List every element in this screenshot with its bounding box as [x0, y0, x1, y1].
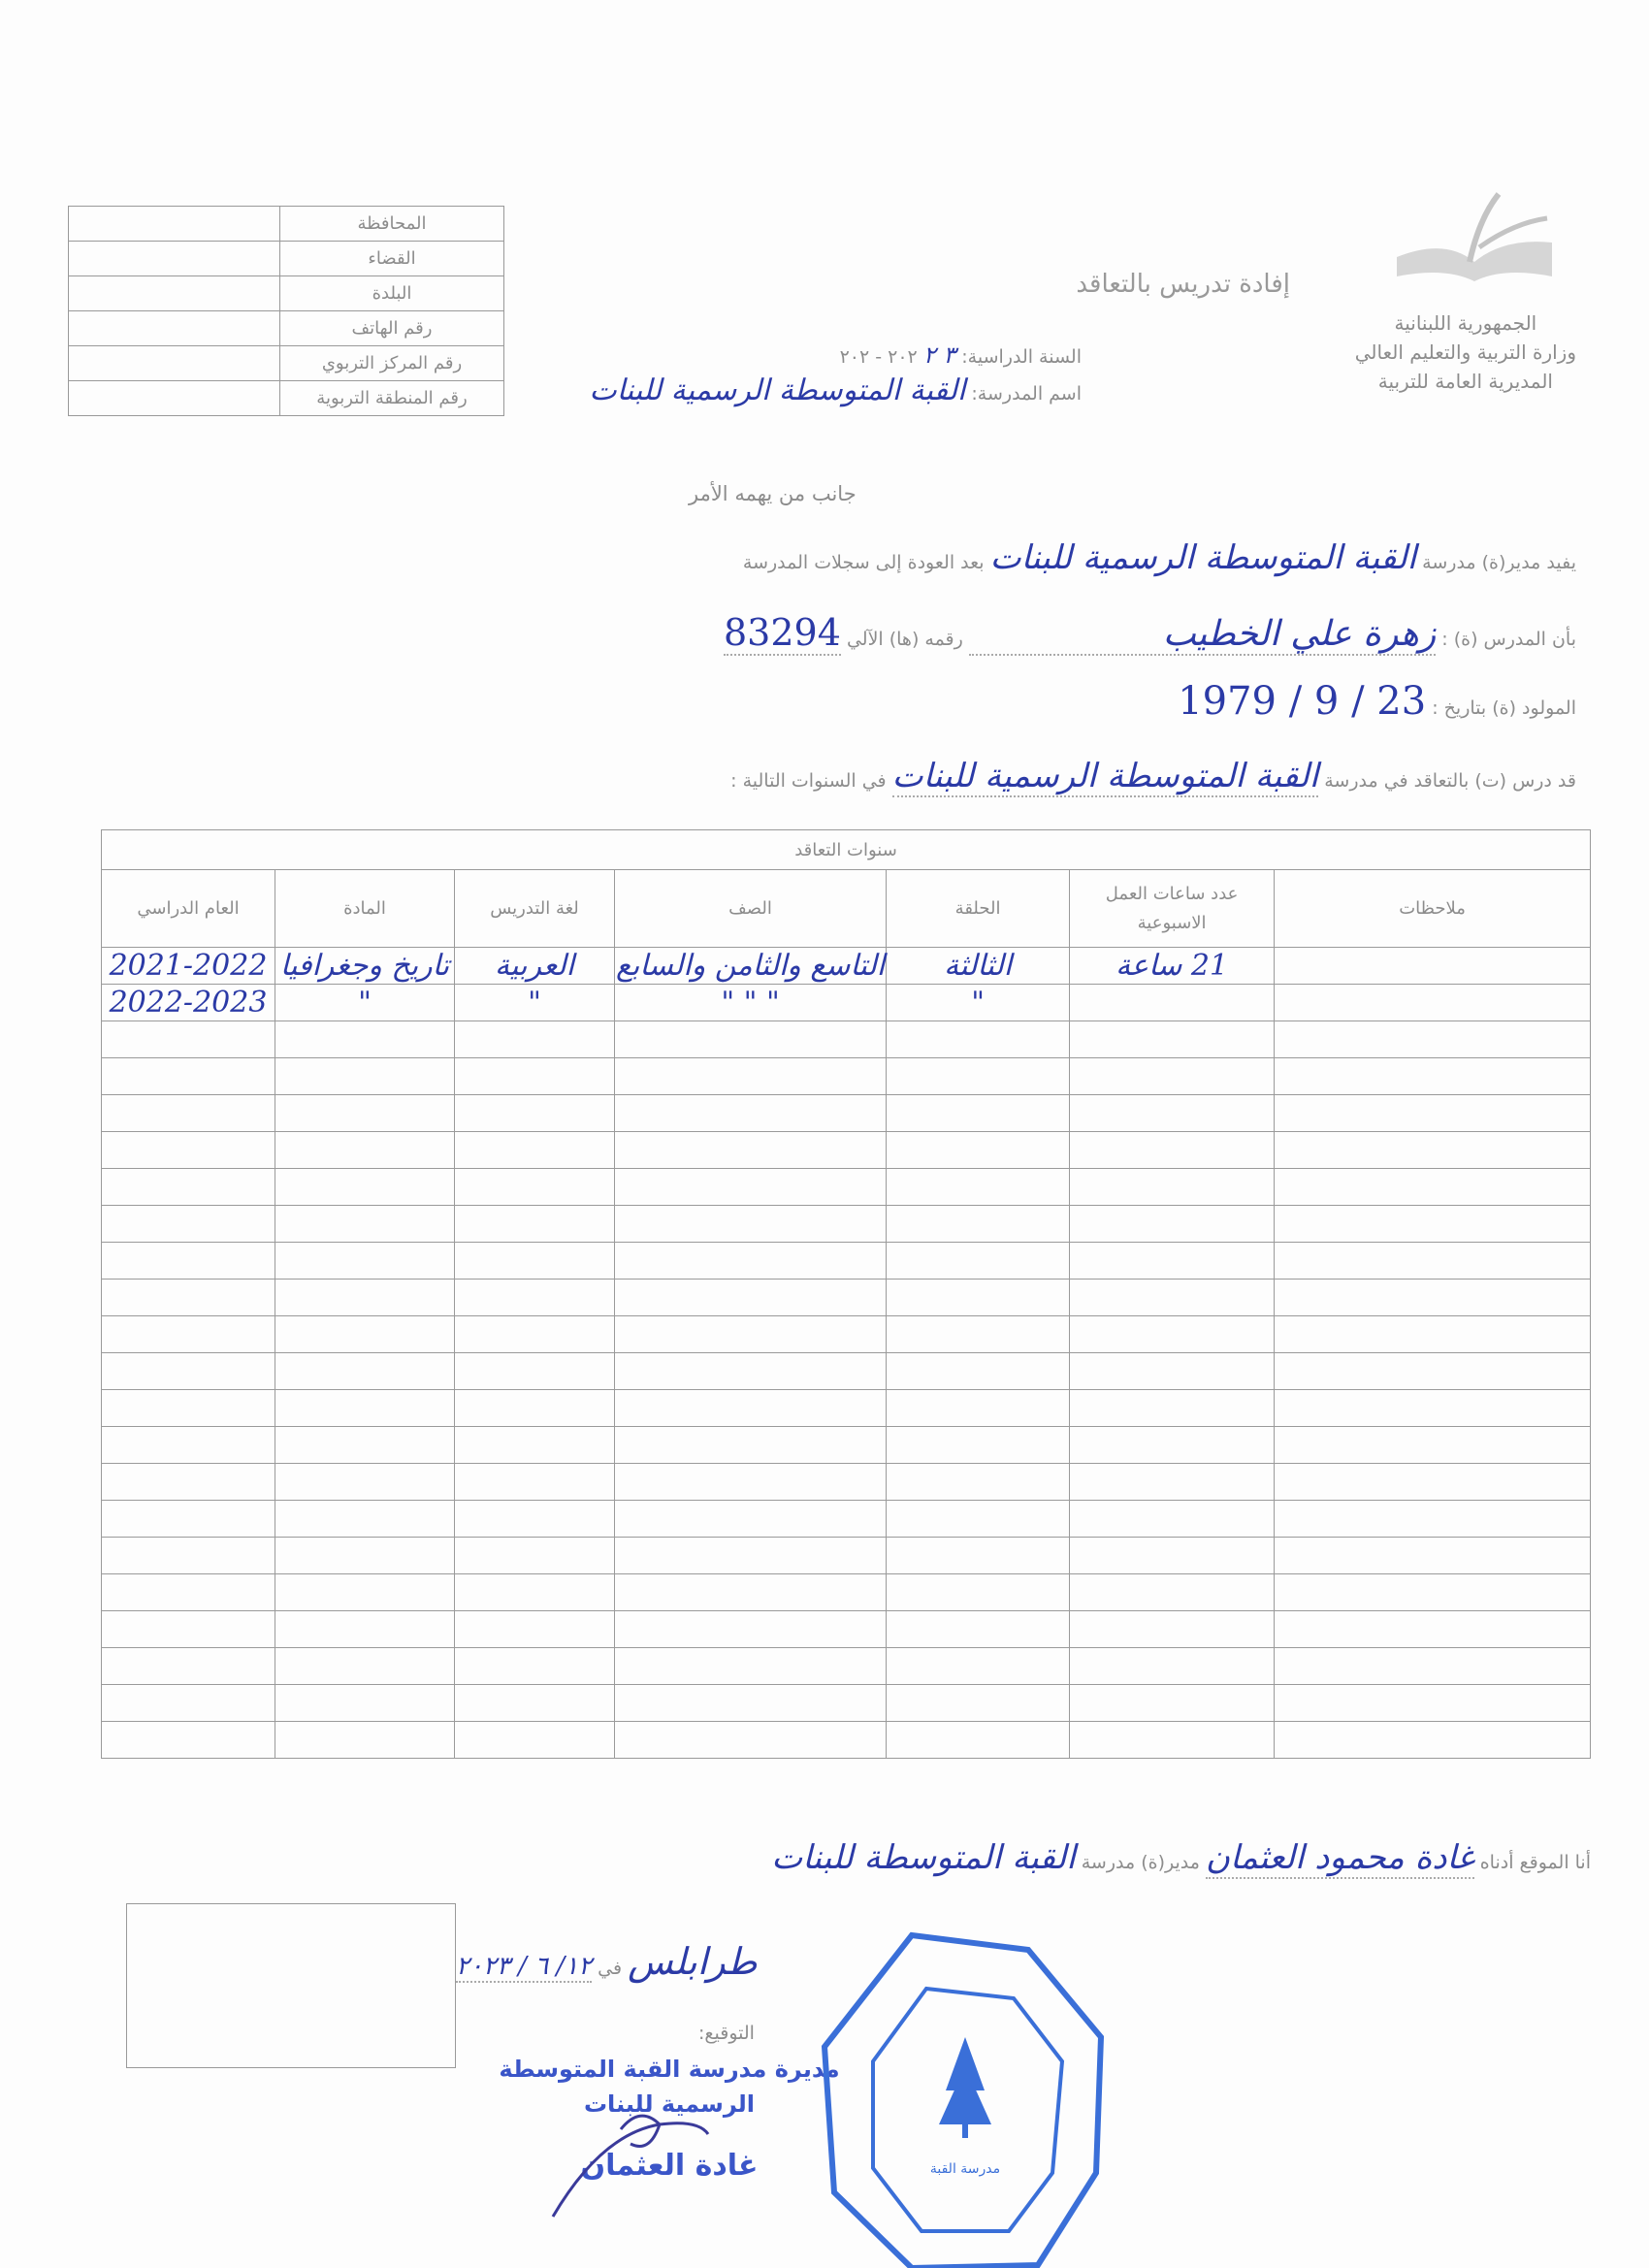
table-row	[102, 1648, 1591, 1685]
table-cell	[887, 1058, 1070, 1095]
table-cell	[1275, 1169, 1591, 1206]
table-cell	[887, 1464, 1070, 1501]
table-cell	[1070, 1353, 1275, 1390]
table-cell	[887, 1243, 1070, 1280]
info-row: المحافظة	[69, 207, 504, 242]
table-cell	[455, 1316, 615, 1353]
table-cell	[615, 1427, 887, 1464]
info-row: رقم المركز التربوي	[69, 346, 504, 381]
table-cell	[275, 1132, 455, 1169]
teacher-number: 83294	[724, 611, 841, 654]
table-cell	[455, 1501, 615, 1538]
table-cell	[1275, 1095, 1591, 1132]
table-cell	[275, 1648, 455, 1685]
table-cell	[102, 1611, 275, 1648]
table-cell	[1070, 1501, 1275, 1538]
table-cell	[615, 1464, 887, 1501]
table-cell	[1275, 985, 1591, 1021]
table-cell	[275, 1685, 455, 1722]
date: ١٢/ ٦ / ٢٠٢٣	[456, 1952, 593, 1981]
table-row	[102, 1206, 1591, 1243]
column-header: ملاحظات	[1275, 870, 1591, 948]
table-cell	[615, 1611, 887, 1648]
table-cell	[102, 1243, 275, 1280]
table-cell	[887, 1611, 1070, 1648]
table-cell	[102, 1390, 275, 1427]
table-cell	[1070, 1427, 1275, 1464]
signature-scribble-icon	[543, 2095, 718, 2221]
table-cell	[887, 1390, 1070, 1427]
table-cell	[887, 1501, 1070, 1538]
table-cell	[615, 1243, 887, 1280]
table-cell	[455, 1464, 615, 1501]
table-cell	[275, 1538, 455, 1574]
table-cell	[1070, 1390, 1275, 1427]
table-row	[102, 1021, 1591, 1058]
table-cell	[102, 1538, 275, 1574]
table-row	[102, 1058, 1591, 1095]
table-cell	[1275, 1316, 1591, 1353]
table-cell: الثالثة	[887, 948, 1070, 985]
table-cell	[1275, 1390, 1591, 1427]
table-cell	[1070, 1722, 1275, 1759]
table-cell	[455, 1722, 615, 1759]
table-cell	[887, 1095, 1070, 1132]
table-cell	[455, 1611, 615, 1648]
table-cell	[887, 1574, 1070, 1611]
table-cell	[1070, 1538, 1275, 1574]
school-year-label: السنة الدراسية:	[961, 346, 1082, 368]
table-row	[102, 1353, 1591, 1390]
table-cell	[275, 1316, 455, 1353]
director-school: القبة المتوسطة للبنات	[771, 1838, 1076, 1877]
location-info-table	[68, 206, 504, 416]
table-cell	[1275, 948, 1591, 985]
table-cell	[887, 1538, 1070, 1574]
table-cell	[455, 1058, 615, 1095]
signature-label: التوقيع:	[698, 2023, 755, 2044]
table-cell	[275, 1353, 455, 1390]
table-cell	[1070, 1316, 1275, 1353]
table-cell	[102, 1427, 275, 1464]
table-cell	[1070, 1169, 1275, 1206]
table-cell	[615, 1685, 887, 1722]
table-cell	[102, 1169, 275, 1206]
table-cell: 2021-2022	[102, 948, 275, 985]
table-title-row	[102, 830, 1591, 870]
table-row	[102, 1722, 1591, 1759]
table-cell	[615, 1390, 887, 1427]
school-year-handwritten: ٣ ٢	[922, 341, 956, 369]
table-cell	[1070, 1243, 1275, 1280]
table-cell	[615, 1280, 887, 1316]
table-cell	[1070, 1058, 1275, 1095]
table-cell	[455, 1095, 615, 1132]
table-cell	[615, 1021, 887, 1058]
table-cell	[455, 1169, 615, 1206]
school-name-label: اسم المدرسة:	[971, 383, 1082, 405]
table-cell	[615, 1648, 887, 1685]
directorate-label: المديرية العامة للتربية	[1377, 370, 1553, 393]
table-cell	[455, 1685, 615, 1722]
republic-label: الجمهورية اللبنانية	[1394, 311, 1537, 335]
table-cell	[615, 1058, 887, 1095]
table-cell	[102, 1685, 275, 1722]
school-name-handwritten: القبة المتوسطة الرسمية للبنات	[989, 538, 1417, 577]
table-cell	[455, 1353, 615, 1390]
table-cell	[1275, 1206, 1591, 1243]
table-cell	[102, 1574, 275, 1611]
body-line-1: يفيد مدير(ة) مدرسة القبة المتوسطة الرسمية للبنات بعد العودة إلى سجلات المدرسة	[742, 538, 1576, 577]
table-cell	[102, 1280, 275, 1316]
table-cell	[1070, 1021, 1275, 1058]
table-cell: "	[887, 985, 1070, 1021]
table-cell: العربية	[455, 948, 615, 985]
table-cell	[1275, 1427, 1591, 1464]
info-row: رقم الهاتف	[69, 311, 504, 346]
table-cell	[102, 1095, 275, 1132]
table-cell	[455, 1427, 615, 1464]
column-header: الحلقة	[887, 870, 1070, 948]
contract-school-name: القبة المتوسطة الرسمية للبنات	[891, 757, 1319, 795]
table-cell	[102, 1316, 275, 1353]
table-cell: 2022-2023	[102, 985, 275, 1021]
table-cell	[455, 1206, 615, 1243]
table-cell: 21 ساعة	[1070, 948, 1275, 985]
table-cell	[275, 1206, 455, 1243]
school-name-value: القبة المتوسطة الرسمية للبنات	[589, 373, 966, 407]
table-cell	[1070, 985, 1275, 1021]
table-cell	[615, 1538, 887, 1574]
table-row	[102, 1427, 1591, 1464]
table-cell	[1275, 1574, 1591, 1611]
table-cell	[275, 1390, 455, 1427]
table-cell	[887, 1132, 1070, 1169]
table-cell	[1070, 1095, 1275, 1132]
table-row	[102, 1464, 1591, 1501]
table-cell	[275, 1611, 455, 1648]
table-cell	[887, 1169, 1070, 1206]
principal-stamp: مديرة مدرسة القبة المتوسطة الرسمية للبنات غادة العثمان	[499, 2056, 840, 2183]
official-seal-icon	[805, 1930, 1116, 2268]
table-cell	[275, 1501, 455, 1538]
table-cell	[455, 1021, 615, 1058]
director-name: غادة محمود العثمان	[1205, 1838, 1474, 1877]
salutation: جانب من يهمه الأمر	[689, 482, 857, 505]
table-cell	[1275, 1353, 1591, 1390]
table-row	[102, 1280, 1591, 1316]
table-cell	[615, 1501, 887, 1538]
table-cell	[275, 1095, 455, 1132]
table-cell	[455, 1243, 615, 1280]
body-line-2: بأن المدرس (ة) : زهرة علي الخطيب رقمه (ها) الآلي 83294	[724, 611, 1576, 654]
table-cell	[1275, 1058, 1591, 1095]
table-row	[102, 1685, 1591, 1722]
table-cell	[102, 1722, 275, 1759]
table-cell	[1070, 1685, 1275, 1722]
table-cell	[102, 1021, 275, 1058]
table-cell	[1070, 1206, 1275, 1243]
table-title: سنوات التعاقد	[102, 830, 1591, 870]
table-cell	[615, 1722, 887, 1759]
table-cell	[275, 1243, 455, 1280]
column-header: عدد ساعات العمل الاسبوعية	[1070, 870, 1275, 948]
table-row	[102, 1132, 1591, 1169]
table-cell	[1275, 1280, 1591, 1316]
table-cell	[102, 1353, 275, 1390]
table-cell	[615, 1206, 887, 1243]
table-row	[102, 985, 1591, 1021]
svg-text:مدرسة القبة: مدرسة القبة	[929, 2161, 1001, 2177]
table-cell	[455, 1538, 615, 1574]
table-cell	[887, 1206, 1070, 1243]
contract-years-table	[101, 829, 1591, 1759]
column-header: المادة	[275, 870, 455, 948]
table-cell	[887, 1427, 1070, 1464]
table-cell	[615, 1095, 887, 1132]
ministry-logo-icon	[1387, 189, 1562, 286]
school-name-line	[590, 373, 1082, 407]
table-cell	[275, 1169, 455, 1206]
school-year-line	[840, 341, 1082, 369]
teacher-name: زهرة علي الخطيب	[969, 614, 1436, 656]
table-cell: "	[275, 985, 455, 1021]
table-row	[102, 1095, 1591, 1132]
table-cell	[887, 1021, 1070, 1058]
table-cell: التاسع والثامن والسابع	[616, 949, 886, 983]
table-cell	[1275, 1538, 1591, 1574]
table-row	[102, 1169, 1591, 1206]
table-cell	[1070, 1574, 1275, 1611]
table-cell	[1275, 1501, 1591, 1538]
info-row: رقم المنطقة التربوية	[69, 381, 504, 416]
table-cell: تاريخ وجغرافيا	[275, 948, 455, 985]
table-cell	[887, 1685, 1070, 1722]
table-cell	[1275, 1464, 1591, 1501]
table-cell	[275, 1464, 455, 1501]
info-row: القضاء	[69, 242, 504, 276]
table-cell	[1070, 1132, 1275, 1169]
document-title: إفادة تدريس بالتعاقد	[1076, 270, 1290, 299]
table-cell	[887, 1648, 1070, 1685]
table-cell	[615, 1316, 887, 1353]
table-cell	[1275, 1685, 1591, 1722]
table-cell	[1070, 1611, 1275, 1648]
info-row: البلدة	[69, 276, 504, 311]
table-cell	[102, 1501, 275, 1538]
table-cell	[1275, 1132, 1591, 1169]
table-row	[102, 1316, 1591, 1353]
table-cell	[102, 1464, 275, 1501]
table-cell	[1070, 1280, 1275, 1316]
table-cell	[455, 1280, 615, 1316]
table-cell	[887, 1280, 1070, 1316]
table-header-row	[102, 870, 1591, 948]
table-cell	[1070, 1648, 1275, 1685]
table-cell	[455, 1648, 615, 1685]
table-cell	[275, 1722, 455, 1759]
column-header: الصف	[615, 870, 887, 948]
table-cell	[1275, 1021, 1591, 1058]
table-cell	[1275, 1243, 1591, 1280]
table-row	[102, 1390, 1591, 1427]
table-cell	[1275, 1611, 1591, 1648]
table-cell	[1275, 1648, 1591, 1685]
table-cell	[102, 1206, 275, 1243]
body-line-3: المولود (ة) بتاريخ : 23 / 9 / 1979	[1178, 679, 1576, 724]
table-cell	[275, 1574, 455, 1611]
table-row	[102, 1501, 1591, 1538]
table-row	[102, 1538, 1591, 1574]
table-cell	[887, 1316, 1070, 1353]
table-cell	[275, 1021, 455, 1058]
birth-date: 23 / 9 / 1979	[1178, 679, 1427, 724]
table-cell	[887, 1353, 1070, 1390]
table-cell	[102, 1648, 275, 1685]
table-cell: " " "	[615, 985, 887, 1021]
table-row	[102, 1611, 1591, 1648]
place-date-line: طرابلس في ١٢/ ٦ / ٢٠٢٣	[456, 1940, 758, 1983]
table-cell	[1070, 1464, 1275, 1501]
table-cell	[615, 1132, 887, 1169]
table-cell: "	[455, 985, 615, 1021]
table-cell	[102, 1132, 275, 1169]
table-cell	[275, 1058, 455, 1095]
school-year-printed: ٢٠٢ - ٢٠٢	[839, 346, 918, 368]
table-cell	[887, 1722, 1070, 1759]
table-row	[102, 948, 1591, 985]
table-cell	[102, 1058, 275, 1095]
table-cell	[455, 1574, 615, 1611]
table-cell	[615, 1574, 887, 1611]
table-cell	[455, 1132, 615, 1169]
place: طرابلس	[628, 1940, 758, 1983]
table-cell	[275, 1280, 455, 1316]
column-header: العام الدراسي	[102, 870, 275, 948]
table-cell	[615, 1169, 887, 1206]
ministry-label: وزارة التربية والتعليم العالي	[1354, 340, 1576, 364]
table-cell	[455, 1390, 615, 1427]
table-cell	[275, 1427, 455, 1464]
table-row	[102, 1574, 1591, 1611]
column-header: لغة التدريس	[455, 870, 615, 948]
table-row	[102, 1243, 1591, 1280]
ministry-header	[1355, 308, 1576, 396]
director-statement: أنا الموقع أدناه غادة محمود العثمان مدير(ة) مدرسة القبة المتوسطة للبنات	[771, 1838, 1591, 1877]
photo-box	[126, 1903, 456, 2068]
table-cell	[1275, 1722, 1591, 1759]
table-cell	[615, 1353, 887, 1390]
body-line-4: قد درس (ت) بالتعاقد في مدرسة القبة المتوسطة الرسمية للبنات في السنوات التالية :	[730, 757, 1576, 795]
